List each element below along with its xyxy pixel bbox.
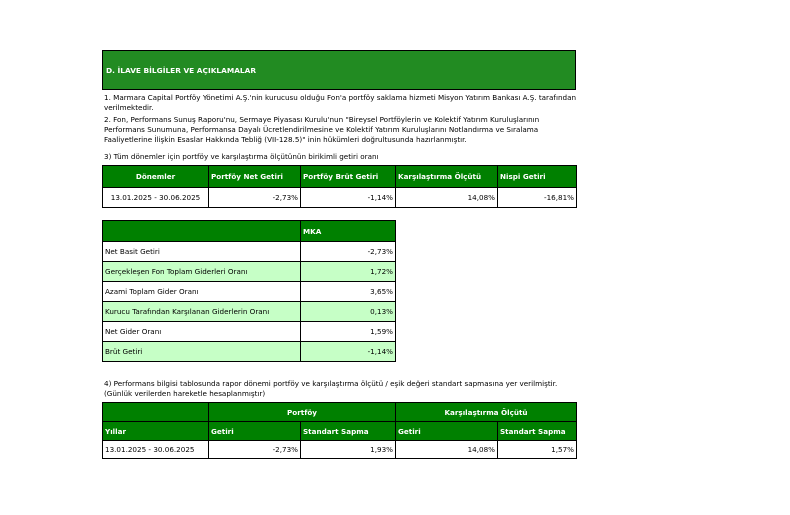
- expense-table: [102, 220, 396, 362]
- table-row: [103, 188, 577, 208]
- table-row: [103, 441, 577, 459]
- expense-header-row: [103, 221, 396, 242]
- stdev-header-row: [103, 422, 577, 441]
- returns-header-row: [103, 166, 577, 188]
- table-row: [103, 342, 396, 362]
- expense-label: Brüt Getiri: [103, 342, 301, 362]
- col-header-benchmark: Karşılaştırma Ölçütü: [396, 166, 498, 188]
- expense-header-fund: MKA: [301, 221, 396, 242]
- section-title: D. İLAVE BİLGİLER VE AÇIKLAMALAR: [106, 65, 257, 75]
- expense-value: -1,14%: [301, 342, 396, 362]
- expense-label: Kurucu Tarafından Karşılanan Giderlerin Oranı: [103, 302, 301, 322]
- portfolio-return-cell: -2,73%: [209, 441, 301, 459]
- benchmark-cell: 14,08%: [396, 188, 498, 208]
- col-header-relative-return: Nispi Getiri: [498, 166, 577, 188]
- col-header-periods: Dönemler: [103, 166, 209, 188]
- expense-label: Azami Toplam Gider Oranı: [103, 282, 301, 302]
- table-row: [103, 322, 396, 342]
- col-header-portfolio-stdev: Standart Sapma: [301, 422, 396, 441]
- col-header-years: Yıllar: [103, 422, 209, 441]
- section-header: [102, 50, 576, 90]
- benchmark-stdev-cell: 1,57%: [498, 441, 577, 459]
- stdev-table: [102, 402, 577, 459]
- benchmark-return-cell: 14,08%: [396, 441, 498, 459]
- note-custody: 1. Marmara Capital Portföy Yönetimi A.Ş.'nin kurucusu olduğu Fon'a portföy saklama hizmeti Misyon Yatırım Bankası A.Ş. tarafından verilmektedir.: [104, 93, 577, 112]
- gross-return-cell: -1,14%: [301, 188, 396, 208]
- col-header-benchmark-stdev: Standart Sapma: [498, 422, 577, 441]
- expense-label: Net Basit Getiri: [103, 242, 301, 262]
- net-return-cell: -2,73%: [209, 188, 301, 208]
- expense-label: Gerçekleşen Fon Toplam Giderleri Oranı: [103, 262, 301, 282]
- note-standard-deviation: 4) Performans bilgisi tablosunda rapor dönemi portföy ve karşılaştırma ölçütü / eşik değeri standart sapmasına yer verilmiştir. (Günlük verilerden hareketle hesaplanmıştır): [104, 379, 558, 398]
- expense-value: 3,65%: [301, 282, 396, 302]
- portfolio-stdev-cell: 1,93%: [301, 441, 396, 459]
- table-row: [103, 242, 396, 262]
- expense-header-label: [103, 221, 301, 242]
- table-row: [103, 262, 396, 282]
- table-row: [103, 282, 396, 302]
- note-cumulative-returns: 3) Tüm dönemler için portföy ve karşılaştırma ölçütünün birikimli getiri oranı: [104, 152, 379, 161]
- expense-label: Net Gider Oranı: [103, 322, 301, 342]
- period-cell: 13.01.2025 - 30.06.2025: [103, 188, 209, 208]
- expense-value: 0,13%: [301, 302, 396, 322]
- col-header-gross-return: Portföy Brüt Getiri: [301, 166, 396, 188]
- note-regulation: 2. Fon, Performans Sunuş Raporu'nu, Sermaye Piyasası Kurulu'nun "Bireysel Portföylerin ve Kolektif Yatırım Kuruluşlarının Performans Sunumuna, Performansa Dayalı Ücretlendirilmesine ve Kolektif Yatırım Kuruluşlarını Notlandırma ve Sıralama Faaliyetlerine İlişkin Esaslar Hakkında Tebliğ (VII-128.5)" inin hükümleri doğrultusunda hazırlanmıştır.: [104, 115, 540, 144]
- table-row: [103, 302, 396, 322]
- group-header-benchmark: Karşılaştırma Ölçütü: [396, 403, 577, 422]
- returns-table: [102, 165, 577, 208]
- expense-value: -2,73%: [301, 242, 396, 262]
- expense-value: 1,72%: [301, 262, 396, 282]
- col-header-portfolio-return: Getiri: [209, 422, 301, 441]
- col-header-benchmark-return: Getiri: [396, 422, 498, 441]
- period-cell: 13.01.2025 - 30.06.2025: [103, 441, 209, 459]
- expense-value: 1,59%: [301, 322, 396, 342]
- group-header-empty: [103, 403, 209, 422]
- stdev-group-header-row: [103, 403, 577, 422]
- relative-return-cell: -16,81%: [498, 188, 577, 208]
- col-header-net-return: Portföy Net Getiri: [209, 166, 301, 188]
- group-header-portfolio: Portföy: [209, 403, 396, 422]
